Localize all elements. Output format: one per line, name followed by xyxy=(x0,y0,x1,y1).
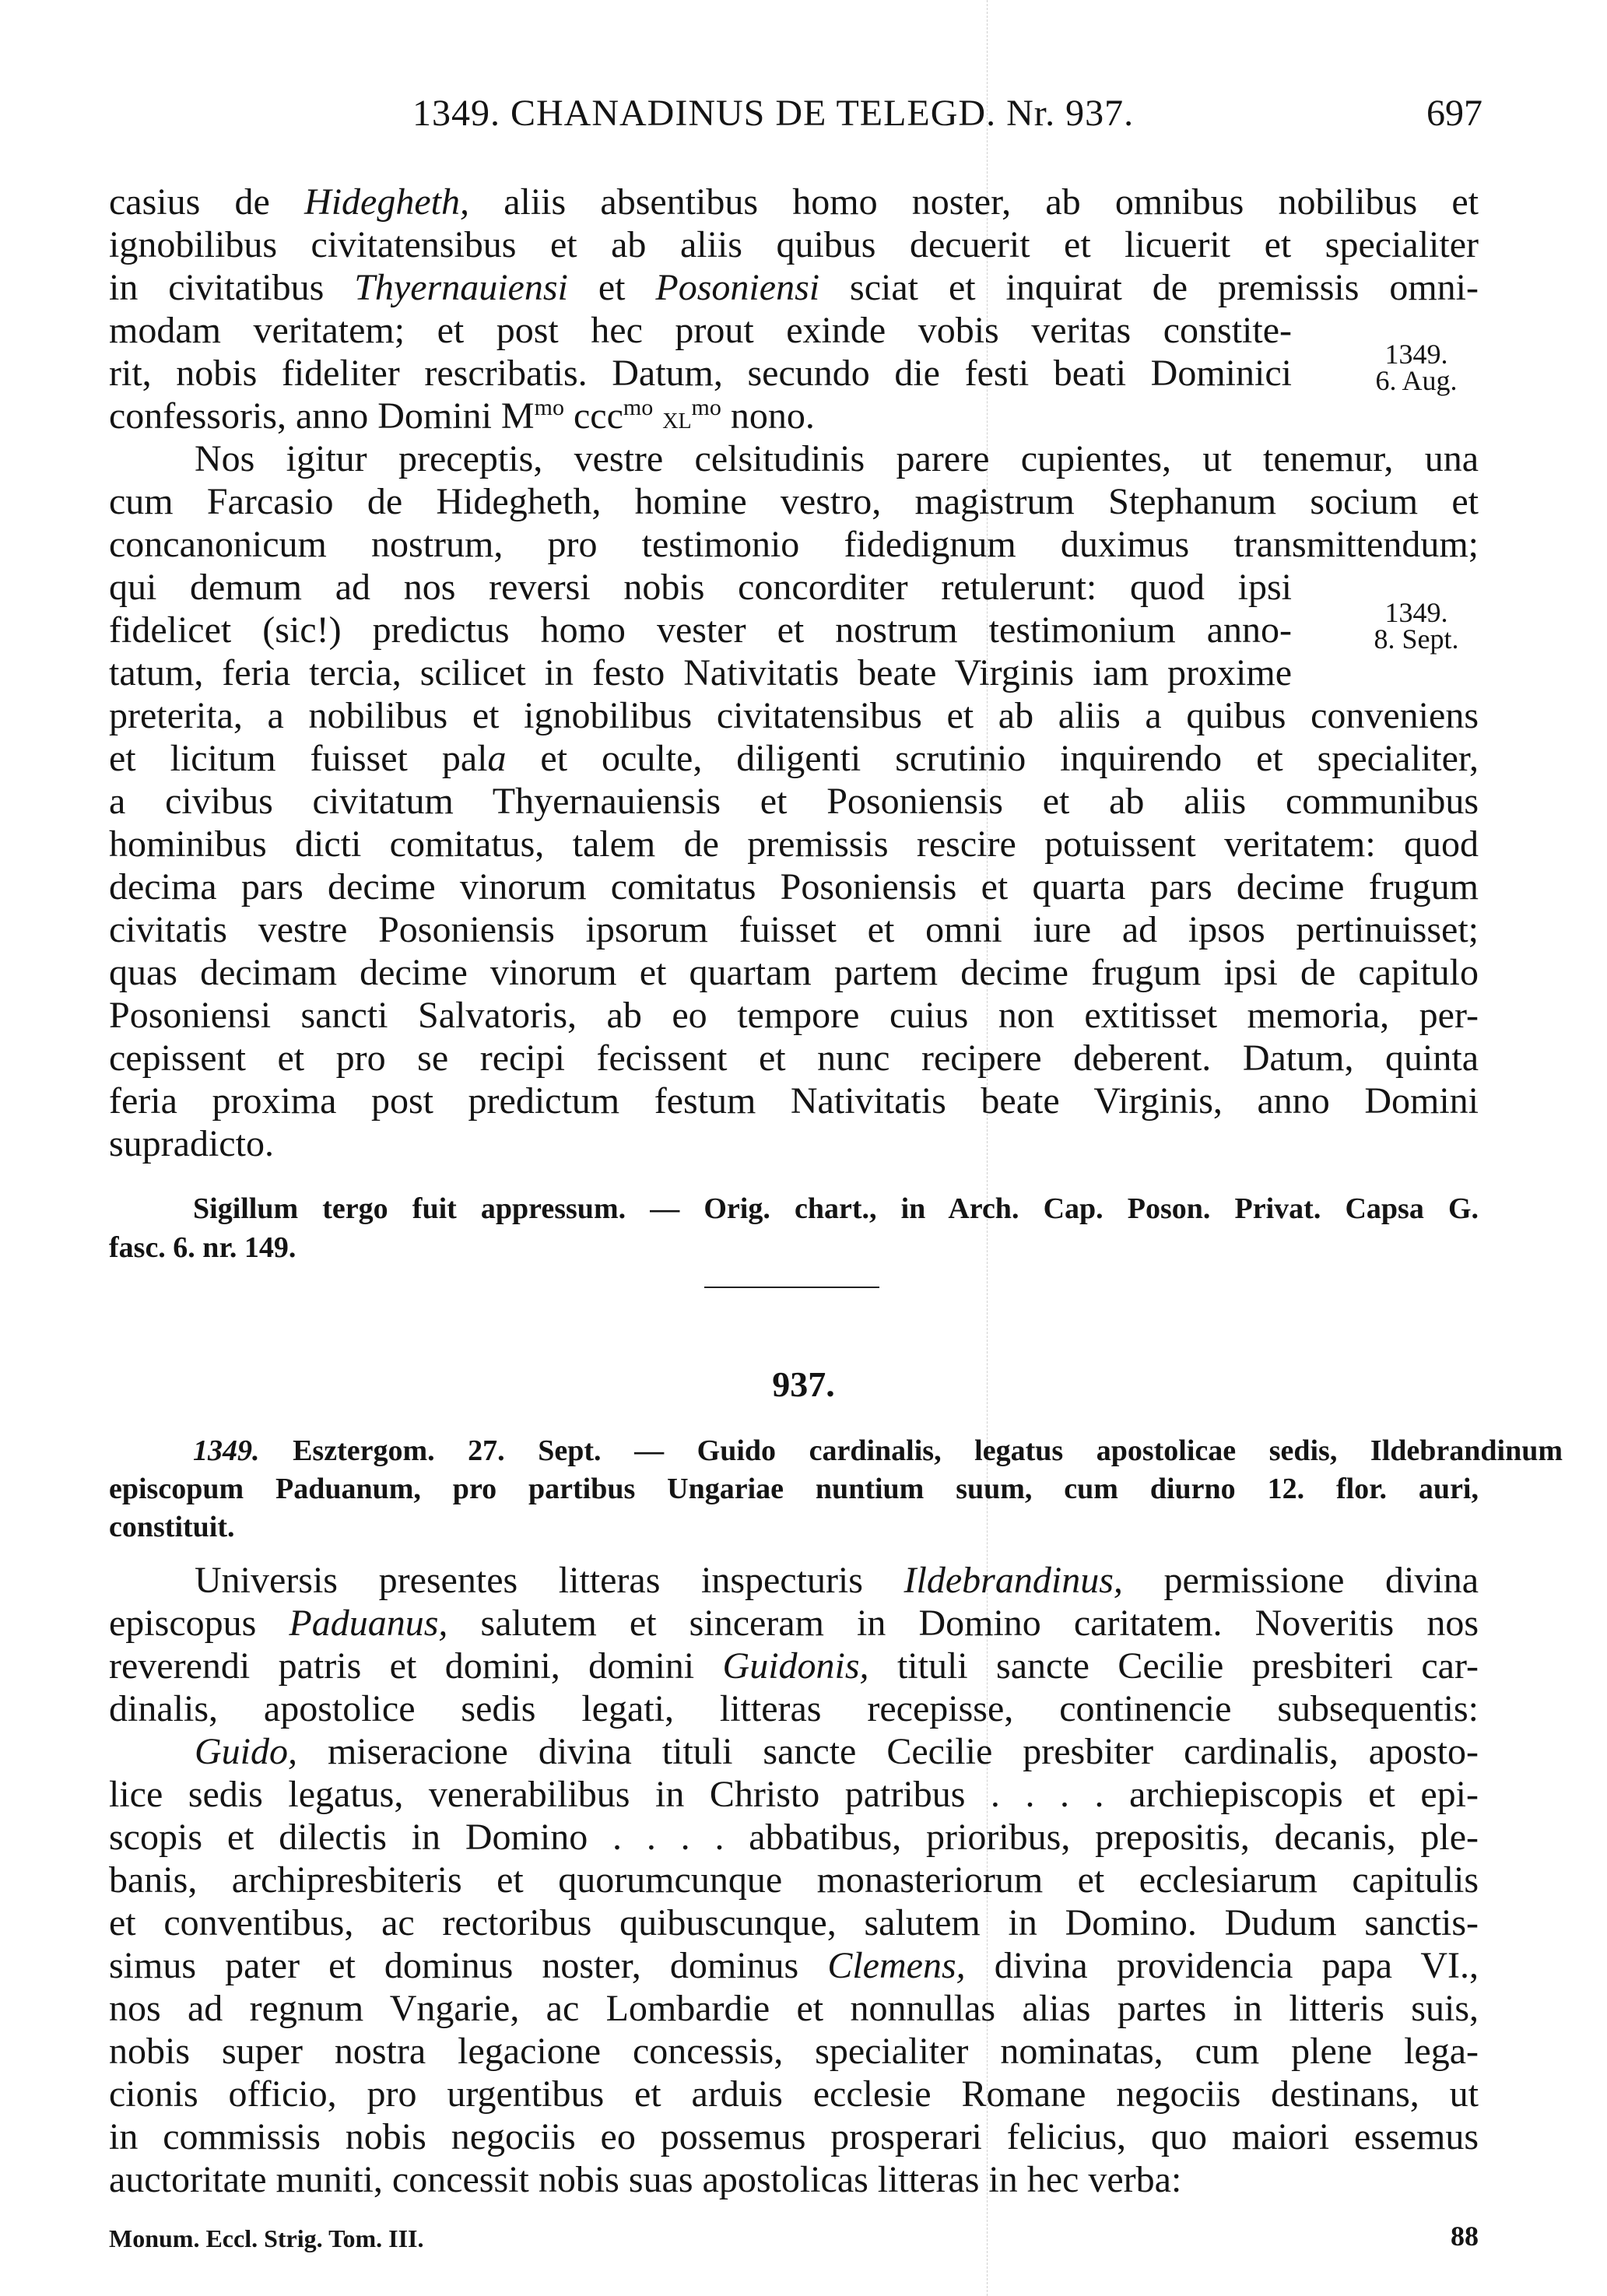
text-segment: supradicto. xyxy=(109,1123,274,1164)
text-segment: banis, archipresbiteris et quorumcunque monasteriorum et ecclesiarum capitulis xyxy=(109,1859,1479,1901)
text-segment: nono. xyxy=(721,395,815,437)
text-line xyxy=(109,780,1479,823)
text-segment: episcopum Paduanum, pro partibus Ungariae nuntium suum, cum diurno 12. flor. auri, xyxy=(109,1473,1479,1505)
text-line xyxy=(109,1816,1479,1859)
text-segment: preterita, a nobilibus et ignobilibus civitatensibus et ab aliis a quibus conveniens xyxy=(109,695,1479,736)
text-line xyxy=(109,1508,1479,1546)
text-line xyxy=(109,2158,1479,2201)
text-line xyxy=(109,223,1479,266)
margin-date-day: 8. Sept. xyxy=(1374,623,1459,655)
text-line xyxy=(109,309,1292,352)
text-line xyxy=(109,523,1479,566)
text-segment: scopis et dilectis in Domino . . . . abbatibus, prioribus, prepositis, decanis, ple- xyxy=(109,1817,1479,1858)
text-segment: et conventibus, ac rectoribus quibuscunque, salutem in Domino. Dudum sanctis- xyxy=(109,1902,1479,1943)
text-segment: salutem et sinceram in Domino caritatem. Noveritis nos xyxy=(447,1603,1479,1644)
text-segment: modam veritatem; et post hec prout exinde vobis veritas constite- xyxy=(109,310,1292,351)
text-segment: decima pars decime vinorum comitatus Posoniensis et quarta pars decime frugum xyxy=(109,866,1479,908)
text-line xyxy=(109,908,1479,951)
text-line xyxy=(109,2073,1479,2115)
text-block-testimony xyxy=(109,437,1479,1165)
text-line xyxy=(109,1037,1479,1080)
text-segment: Posoniensi sancti Salvatoris, ab eo tempore cuius non extitisset memoria, per- xyxy=(109,995,1479,1036)
text-segment: Guido, xyxy=(195,1731,297,1772)
margin-date-day: 6. Aug. xyxy=(1375,365,1458,396)
text-segment: simus pater et dominus noster, dominus xyxy=(109,1945,828,1986)
text-line xyxy=(109,2115,1479,2158)
text-segment: in civitatibus xyxy=(109,267,355,308)
text-line xyxy=(109,1773,1479,1816)
text-segment: civitatis vestre Posoniensis ipsorum fuisset et omni iure ad ipsos pertinuisset; xyxy=(109,909,1479,950)
text-segment: aliis absentibus homo noster, ab omnibus nobilibus et xyxy=(468,181,1479,223)
text-segment: dinalis, apostolice sedis legati, litteras recepisse, continencie subsequentis: xyxy=(109,1688,1479,1729)
section-divider xyxy=(704,1287,879,1288)
text-segment: rit, nobis fideliter rescribatis. Datum, secundo die festi beati Dominici xyxy=(109,353,1292,394)
text-segment: reverendi patris et domini, domini xyxy=(109,1645,723,1687)
text-segment: quas decimam decime vinorum et quartam partem decime frugum ipsi de capitulo xyxy=(109,952,1479,993)
running-title: 1349. CHANADINUS DE TELEGD. Nr. 937. xyxy=(412,93,1135,134)
text-segment: feria proxima post predictum festum Nativitatis beate Virginis, anno Domini xyxy=(109,1080,1479,1122)
text-segment: Clemens, xyxy=(827,1945,966,1986)
text-line xyxy=(109,1470,1479,1508)
footer-signature: Monum. Eccl. Strig. Tom. III. xyxy=(109,2224,424,2252)
text-segment: lice sedis legatus, venerabilibus in Christo patribus . . . . archiepiscopis et epi- xyxy=(109,1774,1479,1815)
text-line xyxy=(109,1122,1479,1165)
source-note-line: fasc. 6. nr. 149. xyxy=(109,1231,296,1264)
text-line xyxy=(109,566,1292,609)
text-segment: confessoris, anno Domini M xyxy=(109,395,535,437)
text-segment: nobis super nostra legacione concessis, specialiter nominatas, cum plene lega- xyxy=(109,2031,1479,2072)
text-segment: concanonicum nostrum, pro testimonio fidedignum duximus transmittendum; xyxy=(109,524,1479,565)
text-segment: xl xyxy=(662,400,692,435)
text-line xyxy=(109,994,1479,1037)
text-segment: constituit. xyxy=(109,1511,235,1543)
text-segment: mo xyxy=(623,395,654,420)
source-note-line: Sigillum tergo fuit appressum. — Orig. chart., in Arch. Cap. Poson. Privat. Capsa G. xyxy=(193,1192,1479,1225)
text-segment: episcopus xyxy=(109,1603,289,1644)
running-head xyxy=(0,92,1607,139)
text-segment: qui demum ad nos reversi nobis concorditer retulerunt: quod ipsi xyxy=(109,567,1292,608)
text-segment: nos ad regnum Vngarie, ac Lombardie et nonnullas alias partes in litteris suis, xyxy=(109,1988,1479,2029)
text-segment: cionis officio, pro urgentibus et arduis ecclesie Romane negociis destinans, ut xyxy=(109,2073,1479,2115)
text-segment: in commissis nobis negociis eo possemus prosperari felicius, quo maiori essemus xyxy=(109,2116,1479,2157)
text-segment: Ildebrandinus, xyxy=(903,1560,1123,1601)
text-segment: auctoritate muniti, concessit nobis suas apostolicas litteras in hec verba: xyxy=(109,2159,1182,2200)
text-segment: tituli sancte Cecilie presbiteri car- xyxy=(868,1645,1479,1687)
text-line xyxy=(109,865,1479,908)
page-footer xyxy=(109,2221,1479,2256)
text-segment: 1349. xyxy=(193,1434,260,1467)
text-line xyxy=(109,1944,1479,1987)
text-line xyxy=(109,951,1479,994)
text-segment: et licitum fuisset pal xyxy=(109,738,488,779)
text-segment: cum Farcasio de Hidegheth, homine vestro, magistrum Stephanum socium et xyxy=(109,481,1479,522)
text-segment: fidelicet (sic!) predictus homo vester et nostrum testimonium anno- xyxy=(109,609,1292,651)
text-segment: Thyernauiensi xyxy=(354,267,568,308)
text-line xyxy=(109,437,1479,480)
margin-date-2 xyxy=(1354,597,1479,655)
text-segment: et oculte, diligenti scrutinio inquirendo et specialiter, xyxy=(506,738,1479,779)
text-line xyxy=(109,1987,1479,2030)
text-segment: a civibus civitatum Thyernauiensis et Posoniensis et ab aliis communibus xyxy=(109,781,1479,822)
text-line xyxy=(109,1559,1479,1602)
text-line xyxy=(109,181,1479,223)
text-block-charter xyxy=(109,1559,1479,2201)
text-line xyxy=(109,1730,1479,1773)
text-line xyxy=(109,1687,1479,1730)
page-number: 697 xyxy=(1426,93,1482,134)
text-segment: casius de xyxy=(109,181,305,223)
text-line xyxy=(109,1859,1479,1901)
text-segment: Paduanus, xyxy=(289,1603,448,1644)
text-segment: cepissent et pro se recipi fecissent et nunc recipere deberent. Datum, quinta xyxy=(109,1037,1479,1079)
text-segment: miseracione divina tituli sancte Cecilie presbiter cardinalis, aposto- xyxy=(297,1731,1479,1772)
margin-date-year: 1349. xyxy=(1384,597,1448,628)
text-segment xyxy=(653,395,662,437)
text-segment: tatum, feria tercia, scilicet in festo Nativitatis beate Virginis iam proxime xyxy=(109,652,1292,693)
text-segment: Posoniensi xyxy=(655,267,820,308)
document-number: 937. xyxy=(772,1364,835,1404)
text-line xyxy=(109,737,1479,780)
text-line xyxy=(109,395,1479,439)
text-segment: divina providencia papa VI., xyxy=(965,1945,1479,1986)
margin-date-year: 1349. xyxy=(1384,339,1448,370)
text-segment: permissione divina xyxy=(1122,1560,1479,1601)
text-block-letter-end xyxy=(109,181,1479,439)
text-line xyxy=(109,609,1292,651)
text-line xyxy=(109,1901,1479,1944)
text-line xyxy=(109,694,1479,737)
text-segment: sciat et inquirat de premissis omni- xyxy=(819,267,1479,308)
text-line xyxy=(109,266,1479,309)
source-note xyxy=(109,1189,1479,1267)
text-segment: Universis presentes litteras inspecturis xyxy=(195,1560,904,1601)
text-line xyxy=(109,651,1292,694)
text-line xyxy=(109,1645,1479,1687)
text-line xyxy=(109,823,1479,865)
text-segment: Hidegheth, xyxy=(304,181,469,223)
text-segment: et xyxy=(567,267,656,308)
text-segment: hominibus dicti comitatus, talem de premissis rescire potuissent veritatem: quod xyxy=(109,823,1479,865)
text-segment: Nos igitur preceptis, vestre celsitudinis parere cupientes, ut tenemur, una xyxy=(195,438,1479,479)
text-segment: Esztergom. 27. Sept. — Guido cardinalis, legatus apostolicae sedis, Ildebrandinum xyxy=(259,1434,1563,1467)
text-segment: a xyxy=(487,738,507,779)
margin-date-1 xyxy=(1354,341,1479,394)
text-line xyxy=(109,1080,1479,1122)
text-segment: mo xyxy=(534,395,564,420)
text-line xyxy=(109,352,1292,395)
text-segment: ignobilibus civitatensibus et ab aliis quibus decuerit et licuerit et specialiter xyxy=(109,224,1479,265)
text-line xyxy=(109,480,1479,523)
sheet-number: 88 xyxy=(1451,2221,1479,2252)
text-line xyxy=(109,1432,1563,1470)
regest-summary xyxy=(109,1432,1563,1546)
text-segment: ccc xyxy=(563,395,623,437)
text-line xyxy=(109,1602,1479,1645)
text-segment: mo xyxy=(691,395,721,420)
text-line xyxy=(109,2030,1479,2073)
text-segment: Guidonis, xyxy=(722,1645,869,1687)
